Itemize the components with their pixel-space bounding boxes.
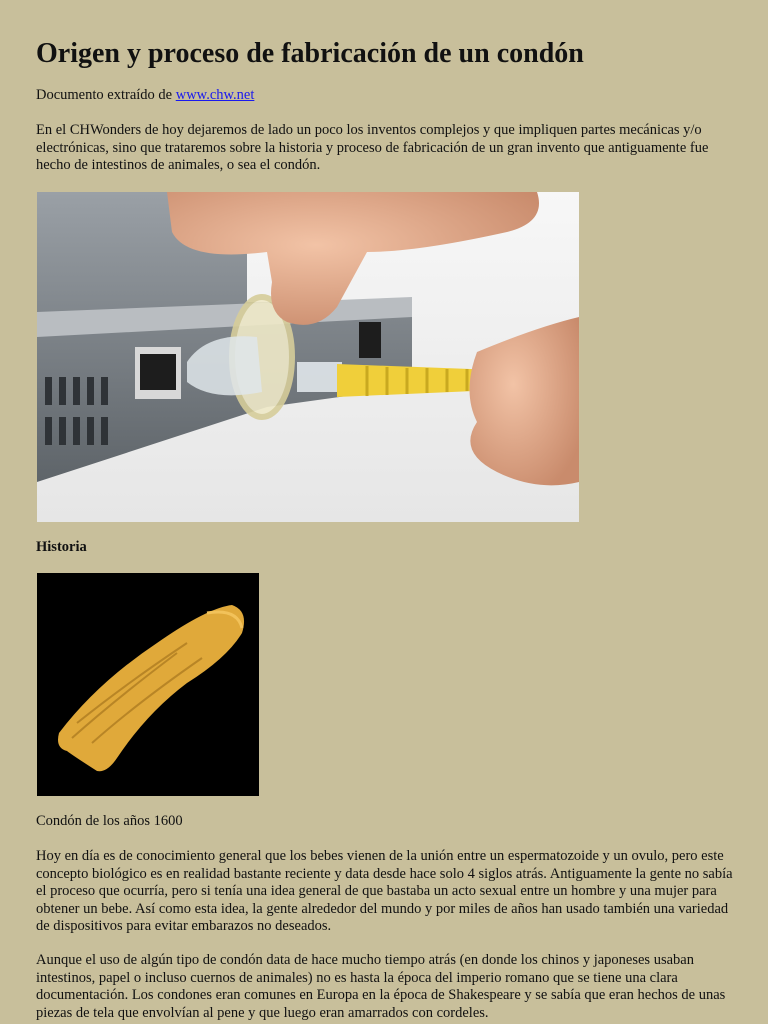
page-title: Origen y proceso de fabricación de un condón: [36, 38, 584, 69]
source-link[interactable]: www.chw.net: [175, 87, 255, 103]
history-paragraph-2: Aunque el uso de algún tipo de condón data de hace mucho tiempo atrás (en donde los chinos y japoneses usaban intestinos, papel o incluso cuernos de animales) no es hasta la época del imperio romano que se tiene una clara documentación. Los condones eran comunes en Europa en la época de Shakespeare y se sabía que eran hechos de unas piezas de tela que envolvían al pene y que luego eran amarrados con cordeles.: [36, 952, 726, 1021]
image-caption: Condón de los años 1600: [36, 813, 183, 829]
section-heading-historia: Historia: [36, 539, 87, 555]
source-line: [36, 87, 736, 105]
intro-paragraph: En el CHWonders de hoy dejaremos de lado un poco los inventos complejos y que impliquen partes mecánicas y/o electrónicas, sino que trataremos sobre la historia y proceso de fabricación de un gran invento que antiguamente fue hecho de intestinos de animales, o sea el condón.: [36, 122, 709, 173]
source-prefix: Documento extraído de: [36, 87, 176, 103]
history-paragraph-1: Hoy en día es de conocimiento general que los bebes vienen de la unión entre un espermatozoide y un ovulo, pero este concepto biológico es en realidad bastante reciente y data desde hace solo 4 siglos atrás. Antiguamente la gente no sabía el proceso que ocurría, pero si tenía una idea general de que bastaba un acto sexual entre un hombre y una mujer para obtener un bebe. Así como esta idea, la gente alrededor del mundo y por miles de años han usado también una variedad de dispositivos para evitar embarazos no deseados.: [36, 848, 733, 934]
antique-condom-photo: [37, 573, 259, 796]
condom-on-ethernet-cable-photo: [37, 192, 579, 522]
